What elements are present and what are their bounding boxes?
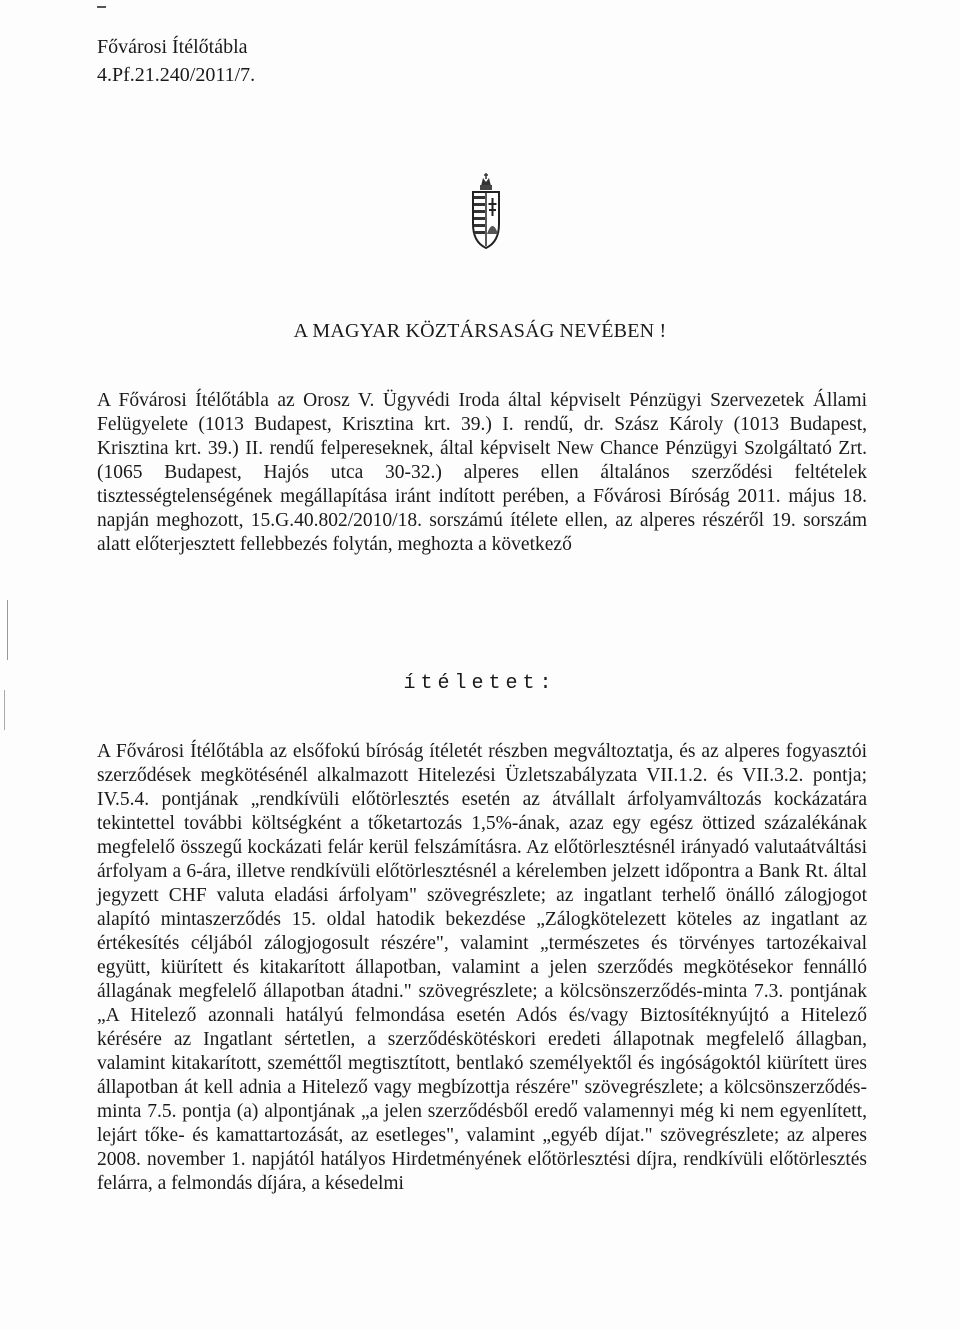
- ruling-paragraph: A Fővárosi Ítélőtábla az elsőfokú bíróság ítéletét részben megváltoztatja, és az alperes fogyasztói szerződések megkötésénél alkalmazott Hitelezési Üzletszabályzata VII.1.2. és VII.3.2. pontja; IV.5.4. pontjának „rendkívüli előtörlesztés esetén az átvállalt árfolyamváltozás kockázatára tekintettel további költségként a tőketartozás 1,5%-ának, azaz egy egész öttized százalékának megfelelő összegű kockázati felár kerül felszámításra. Az előtörlesztésnél irányadó valutaátváltási árfolyam a 6-ára, illetve rendkívüli előtörlesztésnél a kérelemben jelzett időpontra a Bank Rt. által jegyzett CHF valuta eladási árfolyam" szövegrészlete; az ingatlant terhelő önálló zálogjogot alapító mintaszerződés 15. oldal hatodik bekezdése „Zálogkötelezett köteles az ingatlant az értékesítés céljából zálogjogosult részére", valamint „természetes és törvényes tartozékaival együtt, kiürített és kitakarított állapotban, valamint a jelen szerződés megkötésekor fennálló állagának megfelelő állapotban átadni." szövegrészlete; a kölcsönszerződés-minta 7.3. pontjának „A Hitelező azonnali hatályú felmondása esetén Adós és/vagy Biztosítéknyújtó a Hitelező kérésére az Ingatlant sértetlen, a szerződéskötéskori eredeti állapotnak megfelelő állagban, valamint kitakarított, szeméttől megtisztított, bentlakó személyektől és ingóságoktól kiürített üres állapotban át kell adnia a Hitelező vagy megbízottja részére" szövegrészlete; a kölcsönszerződés-minta 7.5. pontja (a) alpontjának „a jelen szerződésből eredő valamennyi még ki nem egyenlített, lejárt tőke- és kamattartozását, az esetleges", valamint „egyéb díjat." szövegrészlete; az alperes 2008. november 1. napjától hatályos Hirdetményének előtörlesztési díjra, rendkívüli előtörlesztés felárra, a felmondás díjára, a késedelmi: [97, 741, 867, 1194]
- verdict-heading: ítéletet:: [403, 672, 557, 695]
- scan-mark-top: [97, 6, 106, 8]
- scan-mark-left: [7, 600, 8, 660]
- document-title: A MAGYAR KÖZTÁRSASÁG NEVÉBEN !: [293, 320, 667, 342]
- intro-paragraph: A Fővárosi Ítélőtábla az Orosz V. Ügyvédi Iroda által képviselt Pénzügyi Szervezetek Állami Felügyelete (1013 Budapest, Krisztina krt. 39.) I. rendű, dr. Szász Károly (1013 Budapest, Krisztina krt. 39.) II. rendű felpereseknek, által képviselt New Chance Pénzügyi Szolgáltató Zrt. (1065 Budapest, Hajós utca 30-32.) alperes ellen általános szerződési feltételek tisztességtelenségének megállapítása iránt indított perében, a Fővárosi Bíróság 2011. május 18. napján meghozott, 15.G.40.802/2010/18. sorszámú ítélete ellen, az alperes részéről 19. sorszám alatt előterjesztett fellebbezés folytán, meghozta a következő: [97, 390, 867, 555]
- court-name: Fővárosi Ítélőtábla: [97, 36, 248, 58]
- scan-mark-left-2: [4, 690, 5, 730]
- hungarian-coat-of-arms-icon: [468, 172, 504, 250]
- document-header: [97, 33, 255, 89]
- case-number: 4.Pf.21.240/2011/7.: [97, 64, 256, 86]
